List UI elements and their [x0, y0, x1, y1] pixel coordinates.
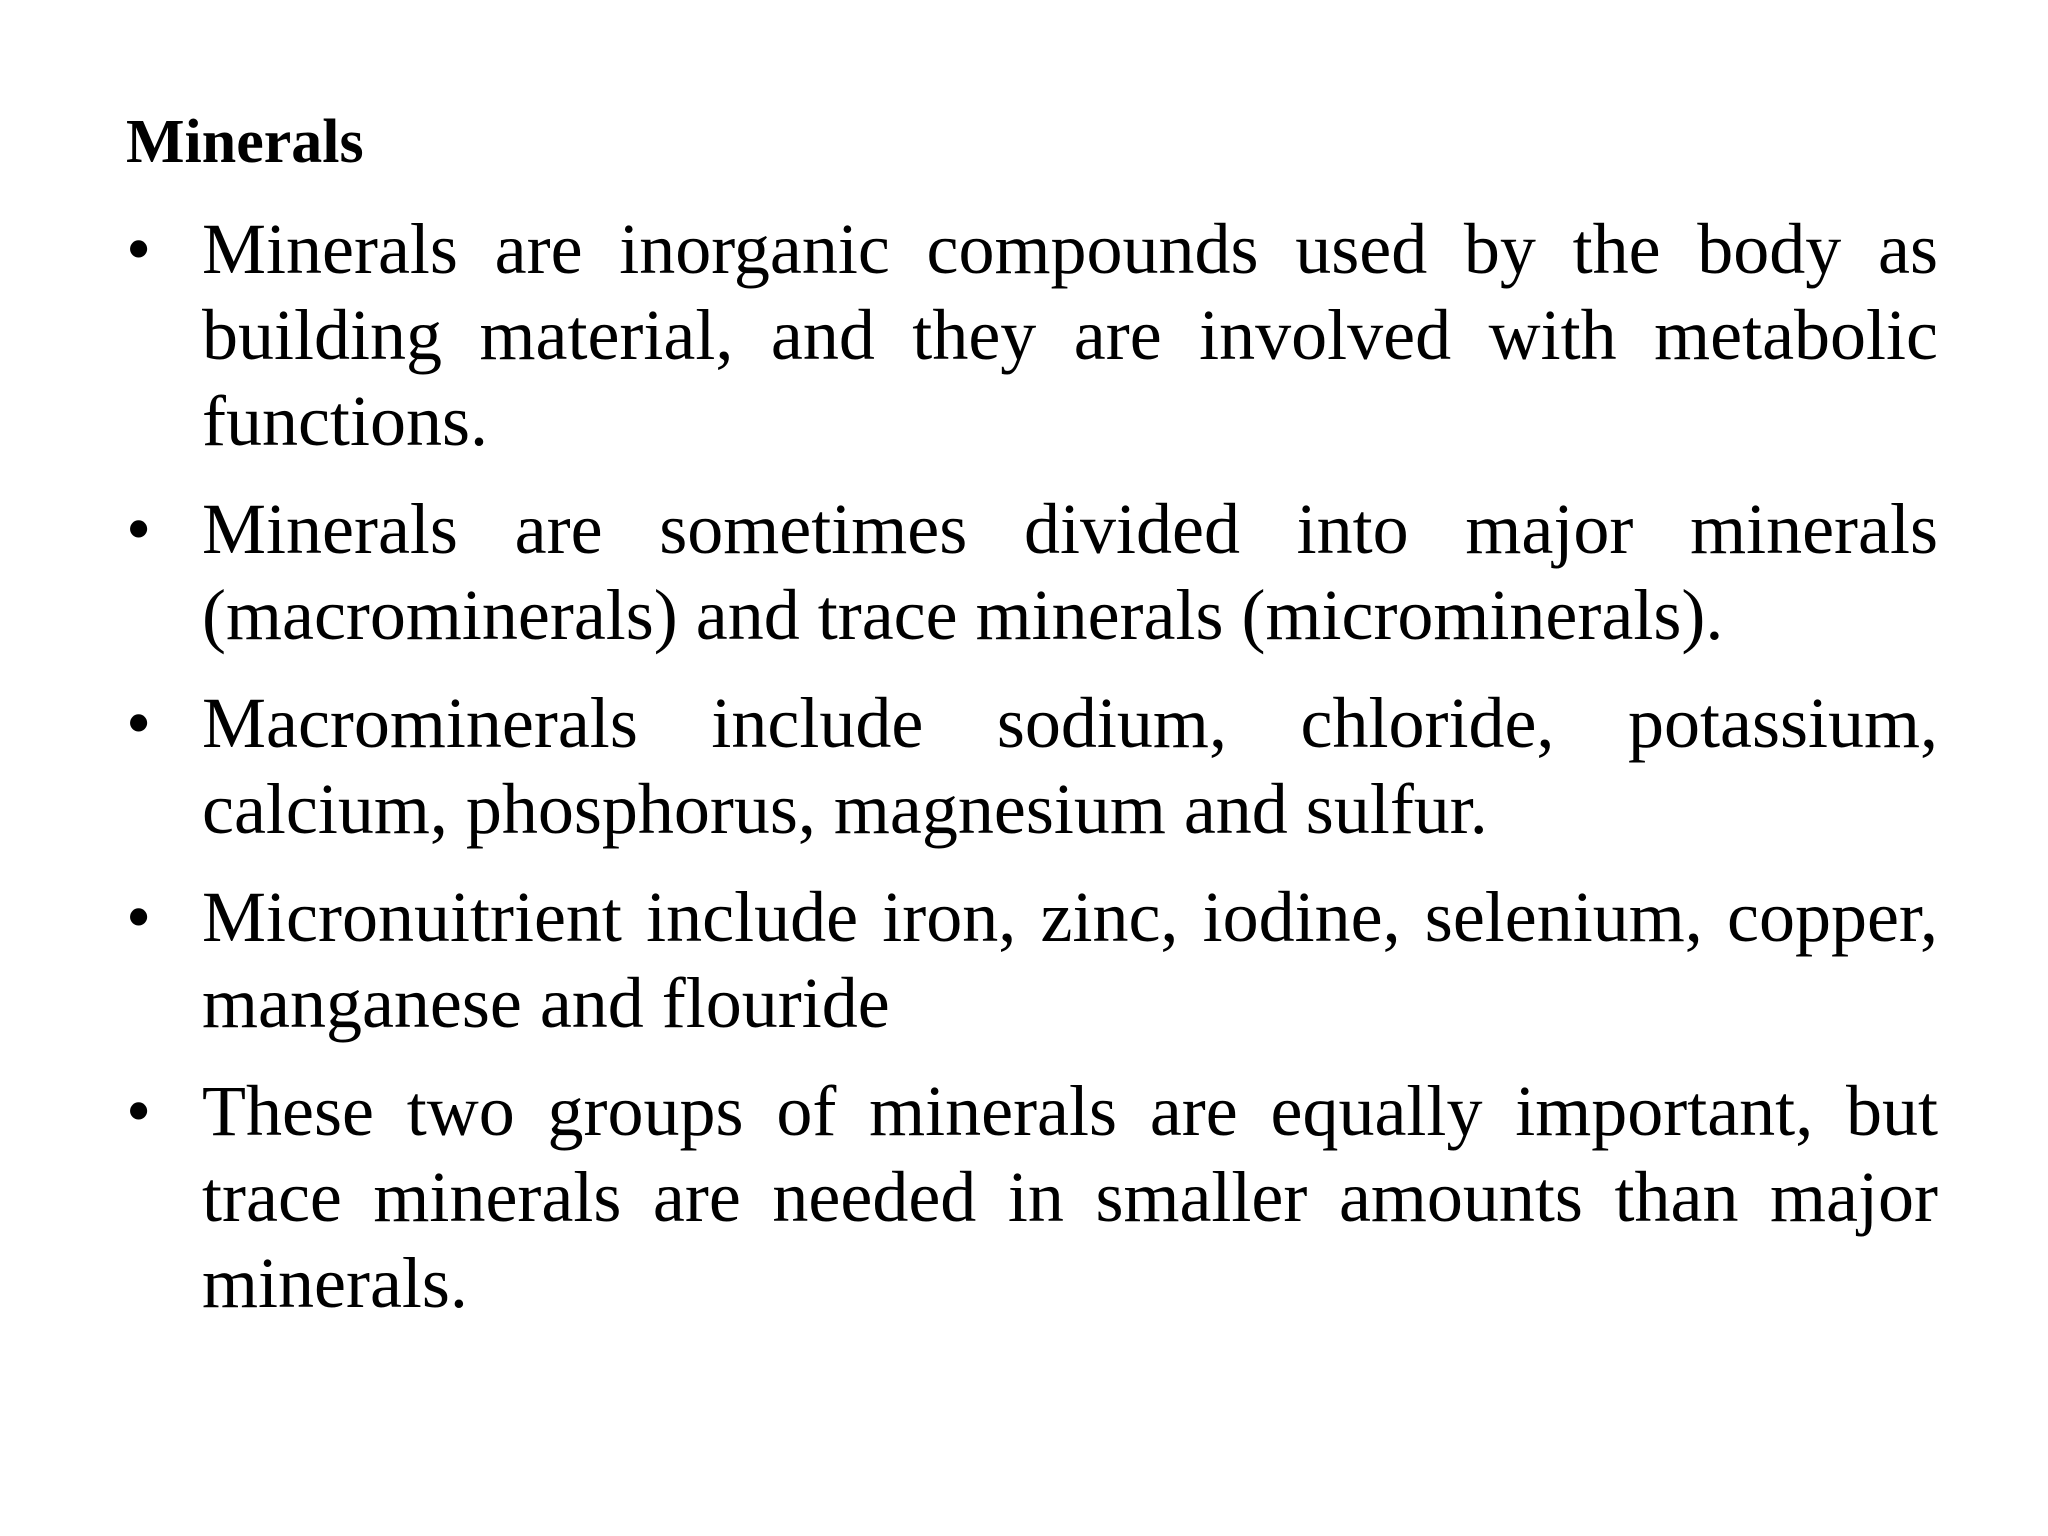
bullet-marker: •	[126, 1071, 152, 1151]
bullet-list	[126, 206, 1938, 1348]
bullet-item	[126, 486, 1938, 658]
bullet-text: Minerals are inorganic compounds used by the body as building material, and they are involved with metabolic functions.	[202, 209, 1938, 461]
slide-title: Minerals	[126, 108, 364, 176]
bullet-item	[126, 874, 1938, 1046]
bullet-text: Micronuitrient include iron, zinc, iodine, selenium, copper, manganese and flouride	[202, 877, 1938, 1043]
bullet-item	[126, 1068, 1938, 1326]
bullet-text: Minerals are sometimes divided into major minerals (macrominerals) and trace minerals (microminerals).	[202, 489, 1938, 655]
bullet-marker: •	[126, 683, 152, 763]
bullet-text: These two groups of minerals are equally important, but trace minerals are needed in smaller amounts than major minerals.	[202, 1071, 1938, 1323]
bullet-item	[126, 680, 1938, 852]
bullet-marker: •	[126, 877, 152, 957]
bullet-text: Macrominerals include sodium, chloride, potassium, calcium, phosphorus, magnesium and sulfur.	[202, 683, 1938, 849]
bullet-marker: •	[126, 489, 152, 569]
bullet-marker: •	[126, 209, 152, 289]
bullet-item	[126, 206, 1938, 464]
